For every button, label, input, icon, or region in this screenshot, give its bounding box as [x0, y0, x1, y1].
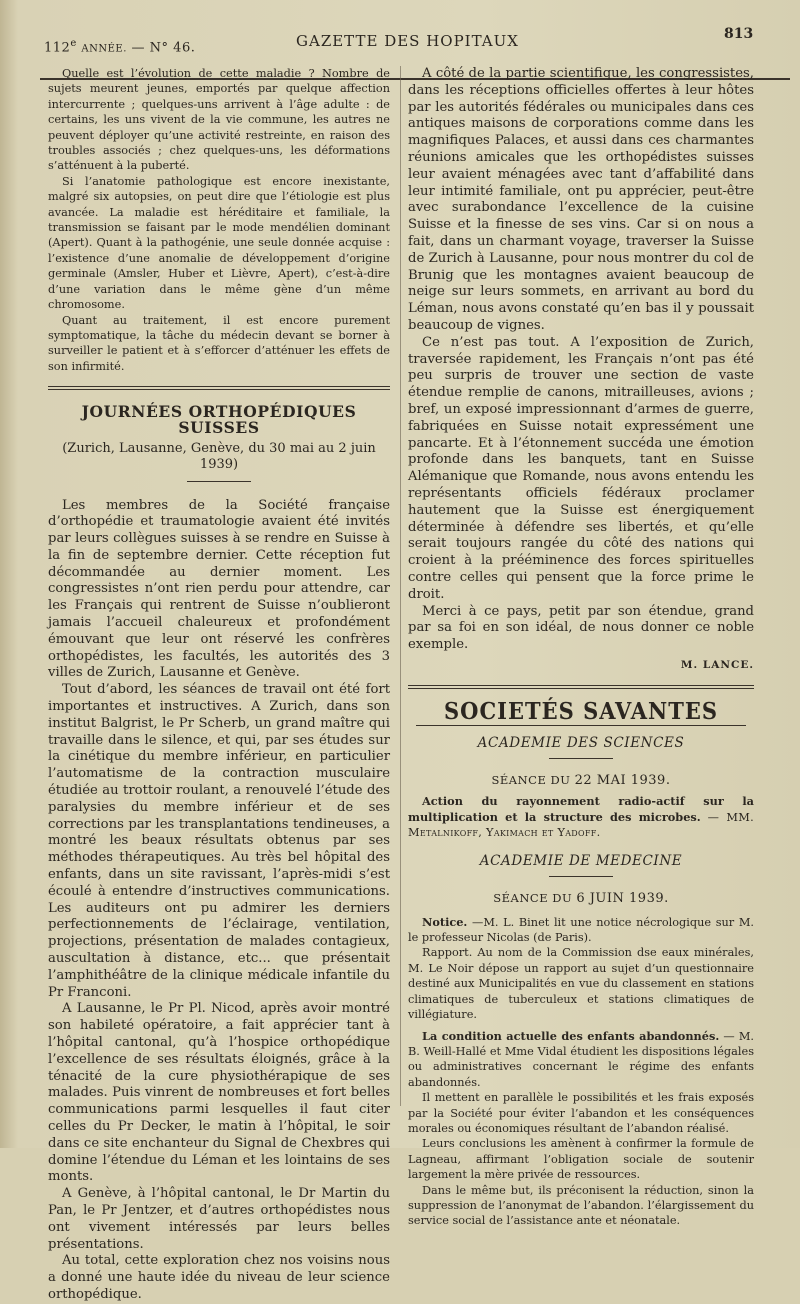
page-header — [0, 26, 800, 56]
section-title: JOURNÉES ORTHOPÉDIQUES SUISSES — [81, 402, 357, 437]
issue-year-number: 112 — [44, 40, 71, 56]
seance-date: 6 JUIN 1939. — [576, 891, 669, 907]
sciences-item — [408, 794, 754, 840]
journal-title: GAZETTE DES HOPITAUX — [296, 32, 519, 50]
rapport-paragraph: Rapport. Au nom de la Commission dse eaux minérales, M. Le Noir dépose un rapport au sujet d’un questionnaire destiné aux Municipalités en vue du classement en stations climatiques de tuberculeux et stations climatiques de villégiature. — [408, 946, 754, 1022]
sciences-item-authors: — MM. Metalnikoff, Yakimach et Yadoff. — [408, 810, 755, 840]
author-signature: M. LANCE. — [680, 658, 754, 671]
article-paragraph: Tout d’abord, les séances de travail ont été fort importantes et instructives. A Zurich, dans son institut Balgrist, le Pr Scherb, un grand maître qui travaille dans le silence, et qui, par ses études sur la cinétique du membre inférieur, en particulier l’automatisme de la contraction musculaire étudiée au trottoir roulant, a renouvelé l’étude des paralysies du membre inférieur et de ses corrections par les transplantations tendineuses, a montré les beaux résultats obtenus par ses méthodes thérapeutiques. Au très bel hôpital des enfants, dans un site ravissant, l’après-midi s’est écoulé à entendre d’instructives communications. Les auditeurs ont pu admirer les derniers perfectionnements de l’éclairage, ventilation, projections, présentation de malades contagieux, auscultation à distance, etc... que présentait l’amphithéâtre de la clinique médicale infantile du Pr Franconi. — [48, 682, 390, 1000]
article-paragraph: Ce n’est pas tout. A l’exposition de Zurich, traversée rapidement, les Français n’ont pas été peu surpris de trouver une section de vaste étendue remplie de canons, mitrailleuses, avions ; bref, un exposé impressionnant d’armes de guerre, fabriquées en Suisse notait expressément une pancarte. Et à l’étonnement succéda une émotion profonde dans les banquets, tant en Suisse Alémanique que Romande, nous avons entendu les représentants officiels fédéraux proclamer hautement que la Suisse est énergiquement déterminée à défendre ses libertés, et qu’elle serait toujours rangée du côté des nations qui croient à la prééminence des forces spirituelles contre celles qui pensent que la force prime le droit. — [408, 334, 754, 602]
sciences-item-title: Action du rayonnement radio-actif sur la multiplication et la structure des microbes. — [408, 794, 754, 824]
section-divider — [408, 685, 754, 689]
short-rule — [187, 481, 251, 482]
column-divider — [400, 66, 401, 1106]
medecine-paragraph: Il mettent en parallèle le possibilités et les frais exposés par la Société pour éviter l’abandon et les conséquences morales ou économiques résultant de l’abandon réalisé. — [408, 1091, 754, 1135]
page-number: 813 — [724, 26, 754, 42]
issue-year-suffix: e — [70, 38, 77, 49]
academie-medecine-title: ACADEMIE DE MEDECINE — [479, 853, 683, 870]
societes-savantes-title: SOCIETÉS SAVANTES — [444, 696, 718, 725]
notice-paragraph — [408, 915, 754, 946]
condition-text: — M. B. Weill-Hallé et Mme Vidal étudient les dispositions légales ou administratives concernant le régime des enfants abandonnés. — [408, 1029, 754, 1089]
notice-text: —M. L. Binet lit une notice nécrologique sur M. le professeur Nicolas (de Paris). — [408, 915, 754, 945]
intro-article — [48, 66, 390, 374]
section-divider — [48, 386, 390, 390]
article-paragraph: A Lausanne, le Pr Pl. Nicod, après avoir montré son habileté opératoire, a fait apprécier tant à l’hôpital cantonal, qu’à l’hospice orthopédique l’excellence de ses résultats éloignés, grâce à la ténacité de la cure physiothérapique de ses malades. Puis vinrent de nombreuses et fort belles communications parmi lesquelles il faut citer celles du Pr Decker, le matin à l’hôpital, le soir dans ce site enchanteur du Signal de Chexbres qui domine l’étendue du Léman et les lointains de ses monts. — [48, 1001, 390, 1185]
article-paragraph: A côté de la partie scientifique, les congressistes, dans les réceptions officielles offertes à leur hôtes par les autorités fédérales ou municipales dans ces antiques maisons de corporations comme dans les magnifiques Palaces, et aussi dans ces charmantes réunions amicales que les orthopédistes suisses leur avaient ménagées avec tant d’affabilité dans leur intimité familiale, ont pu apprécier, peut-être avec surabondance l’excellence de la cuisine Suisse et la finesse de ses vins. Car si on nous a fait, dans un charmant voyage, traverser la Suisse de Zurich à Lausanne, pour nous montrer du col de Brunig que les montagnes avaient beaucoup de neige sur leurs sommets, en arrivant au bord du Léman, nous avons constaté qu’en bas il y poussait beaucoup de vignes. — [408, 66, 754, 333]
medecine-items — [408, 915, 754, 1229]
article-paragraph: A Genève, à l’hôpital cantonal, le Dr Martin du Pan, le Pr Jentzer, et d’autres orthopédistes nous ont vivement intéressés par leurs belles présentations. — [48, 1186, 390, 1252]
sciences-item-text — [408, 794, 754, 840]
right-column — [408, 66, 754, 1229]
seance-prefix: SÉANCE DU — [491, 772, 571, 787]
condition-paragraph — [408, 1029, 754, 1091]
seance-date: 22 MAI 1939. — [574, 772, 671, 788]
intro-paragraph: Quelle est l’évolution de cette maladie ? Nombre de sujets meurent jeunes, emportés par quelque affection intercurrente ; quelques-uns arrivent à l’âge adulte : de certains, les uns vivent de la vie commune, les autres ne peuvent déployer qu’une activité restreinte, en raison des troubles associés ; chez quelques-uns, les déformations s’atténuent à la puberté. — [48, 67, 390, 173]
article-paragraph: Au total, cette exploration chez nos voisins nous a donné une haute idée du niveau de leur science orthopédique. — [48, 1253, 390, 1302]
seance-date-medecine — [408, 891, 754, 907]
intro-paragraph: Quant au traitement, il est encore purement symptomatique, la tâche du médecin devant se borner à surveiller le patient et à s’efforcer d’atténuer les effets de son infirmité. — [48, 313, 390, 373]
intro-paragraph: Si l’anatomie pathologique est encore inexistante, malgré six autopsies, on peut dire que l’étiologie est plus avancée. La maladie est héréditaire et familiale, la transmission se faisant par le mode mendélien dominant (Apert). Quant à la pathogénie, une seule donnée acquise : l’existence d’une anomalie de développement d’origine germinale (Amsler, Huber et Lièvre, Apert), c’est-à-dire d’une variation dans le même gène d’un même chromosome. — [48, 174, 390, 312]
academie-sciences-title: ACADEMIE DES SCIENCES — [477, 735, 685, 752]
article-paragraph: Les membres de la Société française d’orthopédie et traumatologie avaient été invités par leurs collègues suisses à se rendre en Suisse à la fin de septembre dernier. Cette réception fut décommandée au dernier moment. Les congressistes n’ont rien perdu pour attendre, car les Français qui rentrent de Suisse n’oublieront jamais l’accueil chaleureux et profondément émouvant que leur ont réservé les confrères orthopédistes, les facultés, les autorités des 3 villes de Zurich, Lausanne et Genève. — [48, 497, 390, 681]
short-rule — [549, 758, 613, 759]
seance-date-sciences — [408, 773, 754, 789]
short-rule — [549, 876, 613, 877]
issue-number: — N° 46. — [131, 40, 196, 56]
condition-title: La condition actuelle des enfants abandonnés. — [422, 1028, 720, 1043]
title-underline — [416, 725, 746, 726]
orthopedic-article — [48, 498, 390, 1304]
article-paragraph: Merci à ce pays, petit par son étendue, grand par sa foi en son idéal, de nous donner ce noble exemple. — [408, 603, 754, 653]
seance-prefix: SÉANCE DU — [493, 891, 573, 906]
notice-label: Notice. — [422, 914, 468, 929]
section-subtitle: (Zurich, Lausanne, Genève, du 30 mai au 2 juin 1939) — [62, 441, 376, 472]
issue-info — [44, 38, 195, 55]
medecine-paragraph: Leurs conclusions les amènent à confirmer la formule de Lagneau, affirmant l’obligation sociale de soutenir largement la mère privée de ressources. — [408, 1137, 754, 1182]
issue-annee-label: ANNÉE. — [81, 43, 127, 55]
left-column — [48, 66, 390, 1304]
orthopedic-article-continued — [408, 66, 754, 654]
medecine-paragraph: Dans le même but, ils préconisent la réduction, sinon la suppression de l’anonymat de l’abandon. l’élargissement du service social de l’assistance ante et néonatale. — [408, 1183, 754, 1228]
